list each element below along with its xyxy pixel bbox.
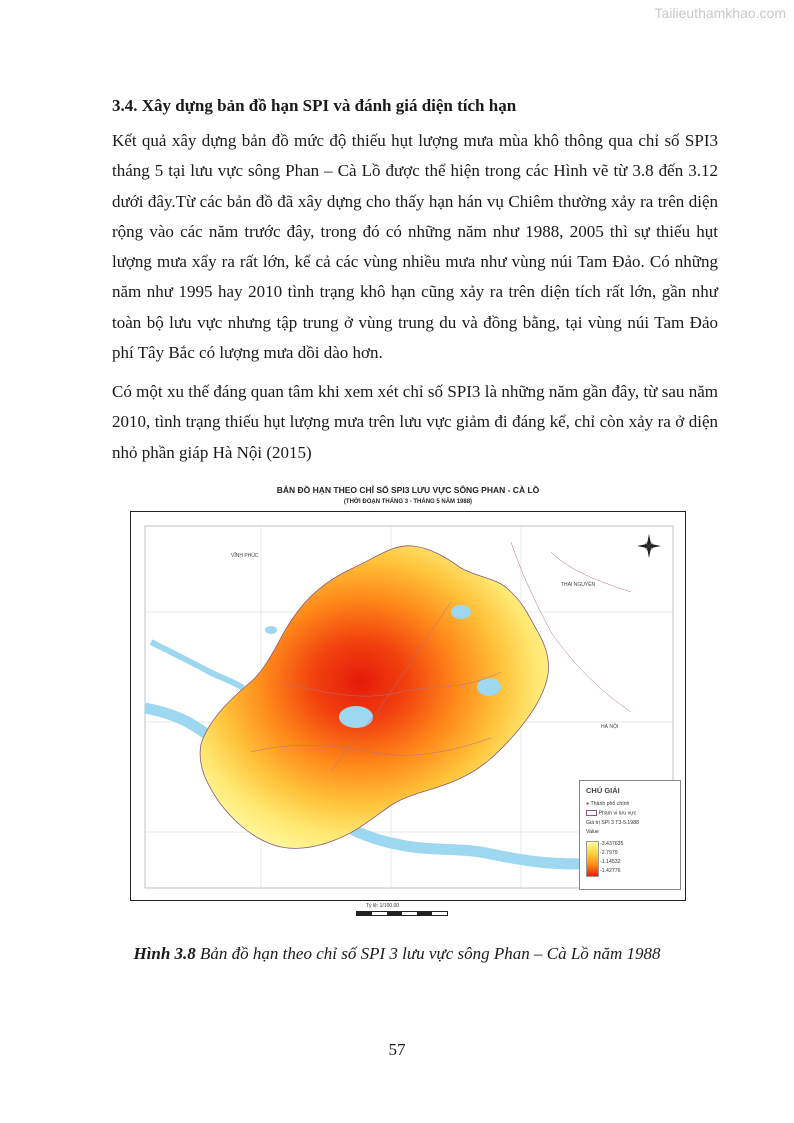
map-scale-text: Tỷ lệ: 1/100.00 [366, 903, 400, 909]
upper-river [151, 642, 243, 688]
map-scale-bar [356, 911, 448, 916]
legend-value: -2.7979 [600, 850, 618, 856]
lake-west [265, 626, 277, 634]
lake-dai-lai [339, 706, 373, 728]
paragraph-2: Có một xu thế đáng quan tâm khi xem xét chỉ số SPI3 là những năm gần đây, từ sau năm 2010, tình trạng thiếu hụt lượng mưa trên lưu vực giảm đi đáng kể, chỉ còn xảy ra ở diện nhỏ phần giáp Hà Nội (2015) [112, 382, 718, 462]
map-legend [579, 780, 681, 890]
drought-map [130, 511, 686, 901]
place-vinh-phuc: VĨNH PHÚC [231, 553, 259, 559]
legend-value-label: Value [586, 829, 599, 835]
legend-title: CHÚ GIẢI [586, 786, 620, 795]
place-ha-noi: HÀ NỘI [601, 724, 619, 730]
legend-value: -3.437635 [600, 841, 624, 847]
legend-value: -1.14532 [600, 859, 621, 865]
map-subtitle: (THỜI ĐOẠN THÁNG 3 - THÁNG 5 NĂM 1988) [343, 499, 473, 505]
lake-north [451, 605, 471, 619]
legend-item-basin: Phạm vi lưu vực [586, 810, 636, 816]
place-thai-nguyen: THÁI NGUYÊN [561, 582, 596, 588]
caption-label: Hình 3.8 [133, 944, 196, 963]
legend-item-city: ● Thành phố chính [586, 801, 630, 807]
watermark: Tailieuthamkhao.com [654, 5, 786, 21]
map-title: BẢN ĐỒ HẠN THEO CHỈ SỐ SPI3 LƯU VỰC SÔNG PHAN - CÀ LỒ [276, 485, 540, 495]
section-heading: 3.4. Xây dựng bản đồ hạn SPI và đánh giá diện tích hạn [112, 96, 517, 115]
legend-color-ramp [586, 841, 599, 877]
page-number: 57 [388, 1040, 406, 1059]
caption-text: Bản đồ hạn theo chỉ số SPI 3 lưu vực sông Phan – Cà Lồ năm 1988 [195, 944, 661, 963]
basin-area [200, 546, 548, 849]
legend-value: -1.42776 [600, 868, 621, 874]
lake-nui-coc [477, 678, 501, 696]
legend-layer-name: Giá trị SPI 3 T3-5.1988 [586, 820, 639, 826]
compass-icon [637, 534, 661, 558]
paragraph-1: Kết quả xây dựng bản đồ mức độ thiếu hụt lượng mưa mùa khô thông qua chỉ số SPI3 tháng 5 tại lưu vực sông Phan – Cà Lồ được thể hiện trong các Hình vẽ từ 3.8 đến 3.12 dưới đây.Từ các bản đồ đã xây dựng cho thấy hạn hán vụ Chiêm thường xảy ra trên diện rộng vào các năm trước đây, trong đó có những năm như 1988, 2005 thì sự thiếu hụt lượng mưa xẩy ra rất lớn, kể cả các vùng nhiều mưa như vùng núi Tam Đảo. Có những năm như 1995 hay 2010 tình trạng khô hạn cũng xảy ra trên diện tích rất lớn, gần như toàn bộ lưu vực nhưng tập trung ở vùng trung du và đồng bằng, tại vùng núi Tam Đảo phí Tây Bắc có lượng mưa dồi dào hơn. [112, 131, 718, 363]
figure-caption [0, 944, 794, 964]
